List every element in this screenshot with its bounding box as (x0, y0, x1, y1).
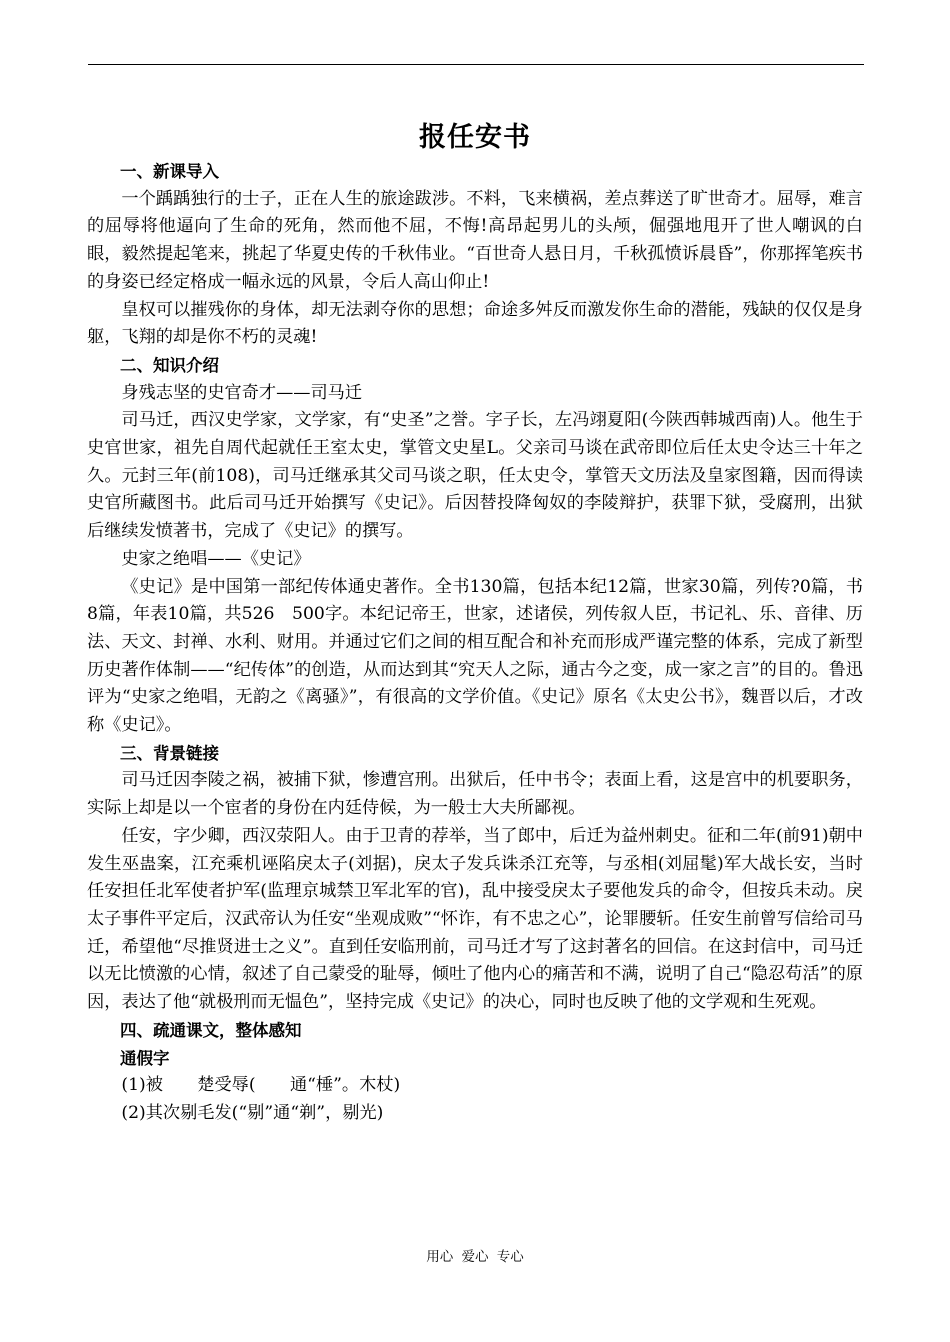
paragraph: 司马迁因李陵之祸，被捕下狱，惨遭宫刑。出狱后，任中书令；表面上看，这是宫中的机要职务，实际上却是以一个宦者的身份在内廷侍候，为一般士大夫所鄙视。 (87, 770, 863, 819)
subheading: 史家之绝唱——《史记》 (121, 548, 311, 569)
section-heading-background: 三、背景链接 (120, 743, 219, 763)
page-footer: 用心 爱心 专心 (426, 1249, 524, 1265)
paragraph: 皇权可以摧残你的身体，却无法剥夺你的思想；命途多舛反而激发你生命的潜能，残缺的仅仅是身躯，飞翔的却是你不朽的灵魂! (87, 299, 863, 348)
section-heading-intro: 一、新课导入 (120, 162, 219, 181)
document-body (87, 118, 863, 1128)
list-item: (1)被 楚受辱( 通“棰”。木杖) (121, 1075, 401, 1096)
paragraph: 司马迁，西汉史学家，文学家，有“史圣”之誉。字子长，左冯翊夏阳(今陕西韩城西南)人。他生于史官世家，祖先自周代起就任王室太史，掌管文史星L。父亲司马谈在武帝即位后任太史令达三十年之久。元封三年(前108)，司马迁继承其父司马谈之职，任太史令，掌管天文历法及皇家图籍，因而得读史官所藏图书。此后司马迁开始撰写《史记》。后因替投降匈奴的李陵辩护，获罪下狱，受腐刑，出狱后继续发愤著书，完成了《史记》的撰写。 (87, 410, 863, 542)
subheading: 身残志坚的史官奇才——司马迁 (121, 382, 363, 403)
section-heading-knowledge: 二、知识介绍 (120, 355, 219, 375)
section-heading-text-study: 四、疏通课文，整体感知 (120, 1020, 302, 1040)
list-item: (2)其次剔毛发(“剔”通“剃”，剔光) (121, 1102, 384, 1123)
subheading-tongjiazi: 通假字 (120, 1048, 170, 1068)
document-title: 报任安书 (419, 122, 531, 153)
paragraph: 《史记》是中国第一部纪传体通史著作。全书130篇，包括本纪12篇，世家30篇，列传?0篇，书8篇，年表10篇，共526 500字。本纪记帝王，世家，述诸侯，列传叙人臣，书记礼、乐、音律、历法、天文、封禅、水利、财用。并通过它们之间的相互配合和补充而形成严谨完整的体系，完成了新型历史著作体制——“纪传体”的创造，从而达到其“究天人之际，通古今之变，成一家之言”的目的。鲁迅评为“史家之绝唱，无韵之《离骚》”，有很高的文学价值。《史记》原名《太史公书》，魏晋以后，才改称《史记》。 (87, 576, 863, 736)
header-rule (88, 64, 864, 65)
paragraph: 一个踽踽独行的士子，正在人生的旅途跋涉。不料，飞来横祸，差点葬送了旷世奇才。屈辱，难言的屈辱将他逼向了生命的死角，然而他不屈，不悔!高昂起男儿的头颅，倔强地甩开了世人嘲讽的白眼，毅然提起笔来，挑起了华夏史传的千秋伟业。“百世奇人悬日月，千秋孤愤诉晨昏”，你那挥笔疾书的身姿已经定格成一幅永远的风景，令后人高山仰止! (87, 188, 863, 292)
paragraph: 任安，字少卿，西汉荥阳人。由于卫青的荐举，当了郎中，后迁为益州刺史。征和二年(前91)朝中发生巫蛊案，江充乘机诬陷戾太子(刘据)，戾太子发兵诛杀江充等，与丞相(刘屈髦)军大战长安，当时任安担任北军使者护军(监理京城禁卫军北军的官)，乱中接受戾太子要他发兵的命令，但按兵未动。戾太子事件平定后，汉武帝认为任安“坐观成败”“怀诈，有不忠之心”，论罪腰斩。任安生前曾写信给司马迁，希望他“尽推贤进士之义”。直到任安临刑前，司马迁才写了这封著名的回信。在这封信中，司马迁以无比愤激的心情，叙述了自己蒙受的耻辱，倾吐了他内心的痛苦和不满，说明了自己“隐忍苟活”的原因，表达了他“就极刑而无愠色”，坚持完成《史记》的决心，同时也反映了他的文学观和生死观。 (87, 825, 863, 1013)
